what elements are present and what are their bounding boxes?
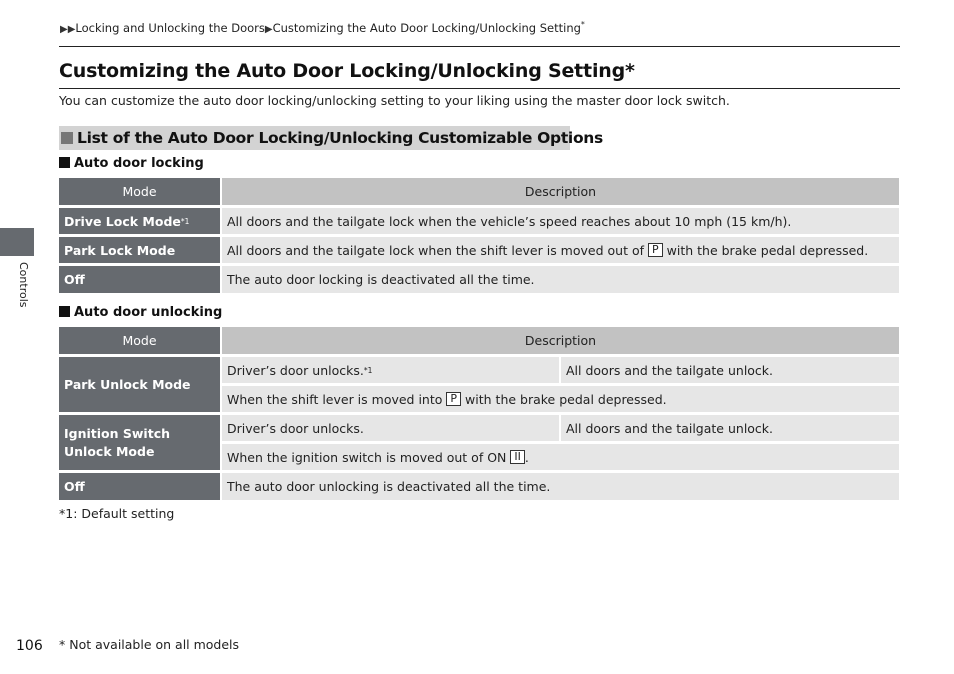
park-position-icon: P (446, 392, 461, 406)
unlocking-col-desc: Description (222, 327, 899, 354)
park-lock-desc-a: All doors and the tailgate lock when the shift lever is moved out of (227, 242, 644, 258)
park-unlock-when-a: When the shift lever is moved into (227, 391, 443, 407)
section-heading-text: List of the Auto Door Locking/Unlocking Customizable Options (77, 129, 603, 147)
locking-heading-text: Auto door locking (74, 156, 204, 171)
ignition-position-icon: II (510, 450, 525, 464)
locking-row-drive-desc: All doors and the tailgate lock when the vehicle’s speed reaches about 10 mph (15 km/h). (222, 208, 899, 234)
unlocking-row-off-desc: The auto door unlocking is deactivated all the time. (222, 473, 899, 500)
unlocking-col-mode: Mode (59, 327, 220, 354)
square-bullet-icon (61, 132, 73, 144)
park-unlock-driver (222, 357, 559, 383)
side-chapter-label: Controls (17, 262, 30, 308)
ignition-unlock-driver: Driver’s door unlocks. (222, 415, 559, 441)
locking-col-desc: Description (222, 178, 899, 205)
breadcrumb-star: * (580, 20, 585, 29)
park-unlock-all: All doors and the tailgate unlock. (561, 357, 899, 383)
ignition-unlock-when-b: . (524, 449, 529, 465)
unlocking-row-park-mode: Park Unlock Mode (59, 357, 220, 412)
park-lock-desc-b: with the brake pedal depressed. (666, 242, 869, 258)
side-tab-marker (0, 228, 34, 256)
ignition-unlock-all: All doors and the tailgate unlock. (561, 415, 899, 441)
availability-note: * Not available on all models (59, 637, 240, 652)
footnote-ref: *1 (363, 365, 373, 375)
unlocking-row-ignition-mode: Ignition Switch Unlock Mode (59, 415, 220, 470)
page-title-text: Customizing the Auto Door Locking/Unlocking Setting (59, 60, 625, 82)
unlocking-heading (59, 305, 222, 320)
footnote-ref: *1 (180, 216, 190, 226)
locking-row-park-mode: Park Lock Mode (59, 237, 220, 263)
park-unlock-when-b: with the brake pedal depressed. (465, 391, 667, 407)
park-position-icon: P (648, 243, 663, 257)
black-square-icon (59, 306, 70, 317)
park-unlock-driver-text: Driver’s door unlocks. (227, 362, 364, 378)
breadcrumb-link-locking[interactable]: Locking and Unlocking the Doors (75, 21, 265, 35)
page-title (59, 60, 635, 82)
unlocking-row-off-mode: Off (59, 473, 220, 500)
title-rule (59, 88, 900, 89)
top-rule (59, 46, 900, 47)
locking-col-mode: Mode (59, 178, 220, 205)
locking-row-park-desc (222, 237, 899, 263)
breadcrumb-current: Customizing the Auto Door Locking/Unlocking Setting (272, 21, 581, 35)
locking-row-off-desc: The auto door locking is deactivated all the time. (222, 266, 899, 293)
unlocking-heading-text: Auto door unlocking (74, 305, 223, 320)
page-number: 106 (16, 638, 43, 654)
ignition-unlock-when (222, 444, 899, 470)
locking-row-drive-mode (59, 208, 220, 234)
intro-text: You can customize the auto door locking/unlocking setting to your liking using the master door lock switch. (59, 93, 730, 108)
footnote: *1: Default setting (59, 506, 175, 521)
breadcrumb-separator-icon: ▶ (264, 24, 273, 35)
breadcrumb (60, 20, 585, 35)
black-square-icon (59, 157, 70, 168)
section-heading (59, 126, 603, 150)
page-title-star: * (624, 60, 635, 82)
locking-heading (59, 156, 204, 171)
ignition-unlock-when-a: When the ignition switch is moved out of ON (227, 449, 507, 465)
drive-lock-mode-label: Drive Lock Mode (64, 213, 181, 229)
park-unlock-when (222, 386, 899, 412)
locking-row-off-mode: Off (59, 266, 220, 293)
breadcrumb-arrow-icon: ▶▶ (60, 24, 76, 35)
